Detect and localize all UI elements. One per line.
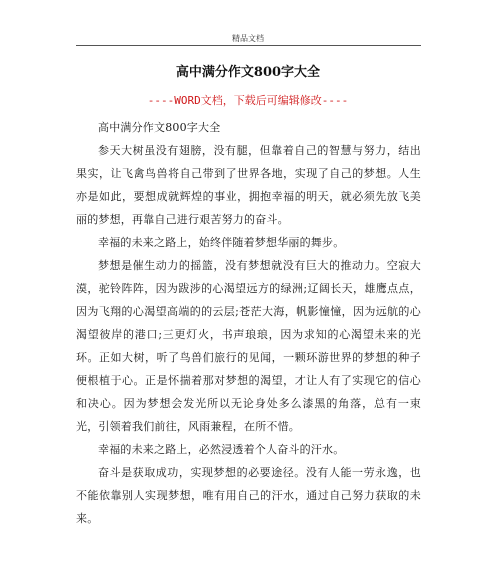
paragraph: 幸福的未来之路上，始终伴随着梦想华丽的舞步。 (98, 236, 345, 249)
paragraph: 梦想是催生动力的摇篮，没有梦想就没有巨大的推动力。空寂大漠，驼铃阵阵，因为跋涉的心渴望远方的绿洲;辽阔长天，雄鹰点点，因为飞翔的心渴望高端的的云层;苍茫大海，帆影憧憧，因为远航的心渴望彼岸的港口;三更灯火，书声琅琅，因为求知的心渴望未来的光环。正如大树，听了鸟兽们旅行的见闻，一颗环游世界的梦想的种子便根植于心。正是怀揣着那对梦想的渴望，才让人有了实现它的信心和决心。因为梦想会发光所以无论身处多么漆黑的角落，总有一束光，引领着我们前往，风雨兼程，在所不惜。 (76, 259, 421, 433)
page-header (0, 0, 496, 46)
paragraph: 奋斗是获取成功，实现梦想的必要途径。没有人能一劳永逸，也不能依靠别人实现梦想，唯有用自己的汗水，通过自己努力获取的未来。 (76, 466, 421, 525)
paragraph-subtitle: 高中满分作文800字大全 (98, 121, 221, 134)
document-body (76, 116, 421, 530)
header-divider (76, 45, 421, 46)
paragraph: 幸福的未来之路上，必然浸透着个人奋斗的汗水。 (98, 443, 345, 456)
document-notice: ----WORD文档，下载后可编辑修改---- (147, 94, 349, 107)
header-label: 精品文档 (232, 34, 264, 43)
document-title: 高中满分作文800字大全 (175, 65, 321, 80)
paragraph: 参天大树虽没有翅膀，没有腿，但靠着自己的智慧与努力，结出果实，让飞禽鸟兽将自己带到了世界各地，实现了自己的梦想。人生亦是如此，要想成就辉煌的事业，拥抱幸福的明天，就必须先放飞美丽的梦想，再靠自己进行艰苦努力的奋斗。 (76, 144, 421, 226)
